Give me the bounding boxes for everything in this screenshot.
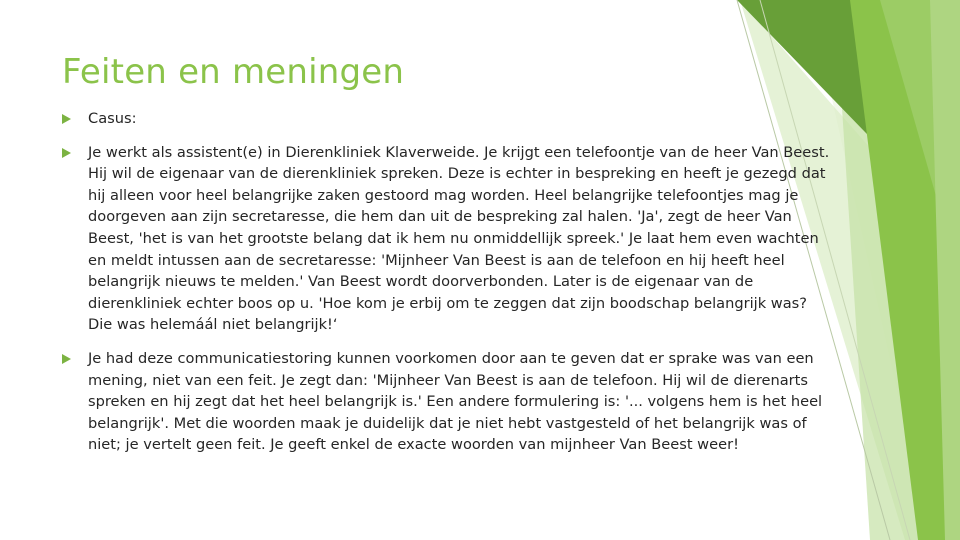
bullet-item-explanation bbox=[62, 348, 832, 456]
bullet-text: Je had deze communicatiestoring kunnen voorkomen door aan te geven dat er sprake was van een mening, niet van een feit. Je zegt dan: 'Mijnheer Van Beest is aan de telefoon. Hij wil de dierenarts spreken en hij zegt dat het heel belangrijk is.' Een andere formulering is: '... volgens hem is het heel belangrijk'. Met die woorden maak je duidelijk dat je niet hebt vastgesteld of het belangrijk was of niet; je vertelt geen feit. Je geeft enkel de exacte woorden van mijnheer Van Beest weer! bbox=[88, 349, 823, 454]
bullet-item-case-story bbox=[62, 142, 832, 336]
bullet-arrow-icon bbox=[62, 148, 71, 158]
bullet-text: Casus: bbox=[88, 110, 137, 127]
slide-title: Feiten en meningen bbox=[62, 52, 405, 92]
bullet-arrow-icon bbox=[62, 354, 71, 364]
bullet-text: Je werkt als assistent(e) in Dierenkliniek Klaverweide. Je krijgt een telefoontje van de heer Van Beest. Hij wil de eigenaar van de dierenkliniek spreken. Deze is echter in bespreking en heeft je gezegd dat hij alleen voor heel belangrijke zaken gestoord mag worden. Heel belangrijke telefoontjes mag je doorgeven aan zijn secretaresse, die hem dan uit de bespreking zal halen. 'Ja', zegt de heer Van Beest, 'het is van het grootste belang dat ik hem nu onmiddellijk spreek.' Je laat hem even wachten en meldt intussen aan de secretaresse: 'Mijnheer Van Beest is aan de telefoon en hij heeft heel belangrijk nieuws te melden.' Van Beest wordt doorverbonden. Later is de eigenaar van de dierenkliniek echter boos op u. 'Hoe kom je erbij om te zeggen dat zijn boodschap belangrijk was? Die was helemáál niet belangrijk!‘ bbox=[88, 143, 830, 334]
bullet-arrow-icon bbox=[62, 114, 71, 124]
bullet-list bbox=[62, 108, 832, 456]
bullet-item-casus bbox=[62, 108, 832, 130]
